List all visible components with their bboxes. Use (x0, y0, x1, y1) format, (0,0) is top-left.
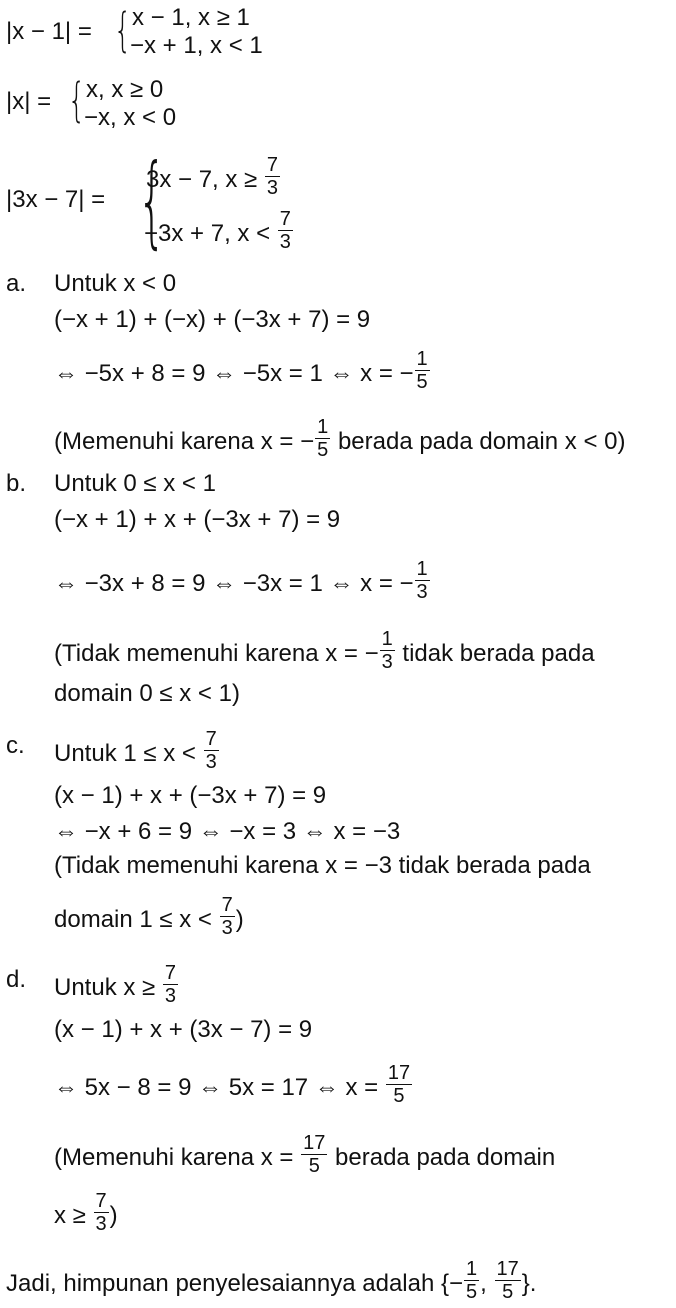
case-b-note: (Tidak memenuhi karena x = − $\frac{1}{3}$ tidak berada pada (54, 628, 595, 673)
case-c-eq1: (x − 1) + x + (−3x + 7) = 9 (54, 782, 327, 809)
def1-brace: { (113, 3, 132, 57)
case-d-label: d. (6, 966, 27, 993)
def2-brace: { (67, 73, 86, 127)
def3-case1: 3x − 7, x ≥ $\frac{7}{3}$ (146, 154, 279, 199)
case-d-title: Untuk x ≥ $\frac{7}{3}$ (54, 962, 176, 1007)
case-b-eq2: ⇔ −3x + 8 = 9 ⇔ −3x = 1 ⇔ x = − $\frac{1}{3}$ (54, 558, 428, 603)
case-c-eq2: ⇔ −x + 6 = 9 ⇔ −x = 3 ⇔ x = −3 (54, 818, 401, 845)
case-a-label: a. (6, 270, 27, 297)
fraction: $\frac{1}{3}$ (416, 558, 428, 603)
fraction: $\frac{1}{5}$ (466, 1258, 478, 1303)
fraction: $\frac{7}{3}$ (279, 208, 291, 253)
def1-case2: −x + 1, x < 1 (130, 32, 263, 59)
def1-case1: x − 1, x ≥ 1 (132, 4, 250, 31)
def1-lhs: |x − 1| = (6, 18, 92, 45)
case-d-note: (Memenuhi karena x = $\frac{17}{5}$ berada pada domain (54, 1132, 556, 1177)
case-d-eq1: (x − 1) + x + (3x − 7) = 9 (54, 1016, 313, 1043)
def2-lhs: |x| = (6, 88, 52, 115)
fraction: $\frac{7}{3}$ (95, 1190, 107, 1235)
fraction: $\frac{7}{3}$ (266, 154, 279, 199)
case-a-eq1: (−x + 1) + (−x) + (−3x + 7) = 9 (54, 306, 371, 333)
def3-lhs: |3x − 7| = (6, 186, 106, 213)
def2-case2: −x, x < 0 (84, 104, 177, 131)
case-a-eq2: ⇔ −5x + 8 = 9 ⇔ −5x = 1 ⇔ x = − $\frac{1}{5}$ (54, 348, 428, 393)
case-b-note-cont: domain 0 ≤ x < 1) (54, 680, 240, 707)
case-d-note-cont: x ≥ $\frac{7}{3}$ ) (54, 1190, 118, 1235)
def3-brace: { (137, 142, 167, 259)
case-b-label: b. (6, 470, 27, 497)
case-c-note: (Tidak memenuhi karena x = −3 tidak berada pada (54, 852, 591, 879)
def3-case2: −3x + 7, x < $\frac{7}{3}$ (144, 208, 291, 253)
case-b-title: Untuk 0 ≤ x < 1 (54, 470, 216, 497)
fraction: $\frac{1}{3}$ (381, 628, 393, 673)
case-a-title: Untuk x < 0 (54, 270, 177, 297)
case-d-eq2: ⇔ 5x − 8 = 9 ⇔ 5x = 17 ⇔ x = $\frac{17}{5}$ (54, 1062, 411, 1107)
case-a-note: (Memenuhi karena x = − $\frac{1}{5}$ berada pada domain x < 0) (54, 416, 626, 461)
conclusion: Jadi, himpunan penyelesaiannya adalah {− $\frac{1}{5}$ , $\frac{17}{5}$ }. (6, 1258, 537, 1303)
case-b-eq1: (−x + 1) + x + (−3x + 7) = 9 (54, 506, 341, 533)
case-c-title: Untuk 1 ≤ x < $\frac{7}{3}$ (54, 728, 217, 773)
case-c-note-cont: domain 1 ≤ x < $\frac{7}{3}$ ) (54, 894, 244, 939)
fraction: $\frac{7}{3}$ (164, 962, 176, 1007)
fraction: $\frac{7}{3}$ (221, 894, 233, 939)
fraction: $\frac{17}{5}$ (496, 1258, 519, 1303)
case-c-label: c. (6, 732, 25, 759)
fraction: $\frac{1}{5}$ (317, 416, 329, 461)
fraction: $\frac{7}{3}$ (205, 728, 217, 773)
fraction: $\frac{17}{5}$ (303, 1132, 326, 1177)
fraction: $\frac{17}{5}$ (387, 1062, 411, 1107)
fraction: $\frac{1}{5}$ (416, 348, 428, 393)
def2-case1: x, x ≥ 0 (86, 76, 164, 103)
